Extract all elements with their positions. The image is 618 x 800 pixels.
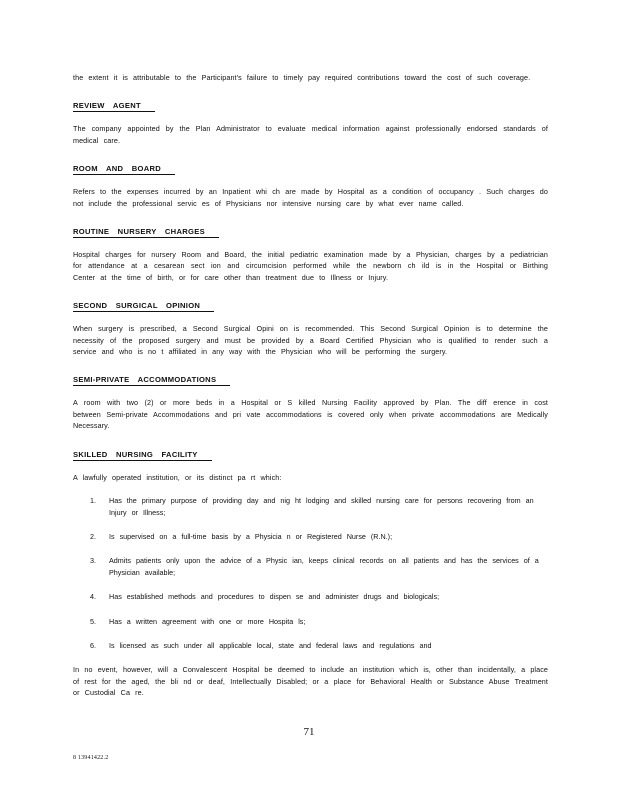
section-routine-nursery xyxy=(73,221,548,283)
section-body: Refers to the expenses incurred by an Inpatient whi ch are made by Hospital as a condition of occupancy . Such charges do not include the professional servic es of Physicians nor intensive nursing care by what ever name called. xyxy=(73,187,548,208)
document-id: 8 13941422.2 xyxy=(73,755,109,761)
closing-paragraph: In no event, however, will a Convalescent Hospital be deemed to include an institution which is, other than incidentally, a place of rest for the aged, the bli nd or deaf, Intellectually Disabled; or a place for Behavioral Health or Substance Abuse Treatment or Custodial Ca re. xyxy=(73,665,548,698)
list-item xyxy=(73,591,548,602)
section-body: The company appointed by the Plan Administrator to evaluate medical information against professionally endorsed standards of medical care. xyxy=(73,124,548,145)
section-body: A room with two (2) or more beds in a Hospital or S killed Nursing Facility approved by Plan. The diff erence in cost between Semi-private Accommodations and pri vate accommodations is covered only when private accommodations are Medically Necessary. xyxy=(73,398,548,431)
section-intro: A lawfully operated institution, or its distinct pa rt which: xyxy=(73,472,282,482)
list-number: 4. xyxy=(90,592,96,602)
list-text: Has the primary purpose of providing day and nig ht lodging and skilled nursing care for persons recovering from an Injury or Illness; xyxy=(109,496,534,517)
list-item xyxy=(73,640,548,651)
list-text: Is supervised on a full-time basis by a Physicia n or Registered Nurse (R.N.); xyxy=(109,531,393,541)
list-number: 5. xyxy=(90,616,96,626)
section-heading: REVIEW AGENT xyxy=(73,101,155,112)
list-number: 6. xyxy=(90,640,96,650)
list-text: Has a written agreement with one or more Hospita ls; xyxy=(109,616,306,626)
list-number: 2. xyxy=(90,531,96,541)
section-heading: SKILLED NURSING FACILITY xyxy=(73,450,212,461)
intro-paragraph: the extent it is attributable to the Participant's failure to timely pay required contributions toward the cost of such coverage. xyxy=(73,73,531,82)
list-number: 1. xyxy=(90,496,96,506)
list-item xyxy=(73,495,548,518)
document-page xyxy=(73,72,548,711)
list-text: Is licensed as such under all applicable local, state and federal laws and regulations and xyxy=(109,640,432,650)
list-item xyxy=(73,555,548,578)
list-item xyxy=(73,531,548,542)
section-review-agent xyxy=(73,95,548,146)
section-semi-private xyxy=(73,369,548,431)
criteria-list xyxy=(73,495,548,651)
page-number: 71 xyxy=(303,726,315,738)
list-text: Has established methods and procedures to dispen se and administer drugs and biologicals; xyxy=(109,592,440,602)
section-body: When surgery is prescribed, a Second Surgical Opini on is recommended. This Second Surgical Opinion is to determine the necessity of the proposed surgery and must be provided by a Board Certified Physician who is qualified to render such a service and who is no t affiliated in any way with the Physician who will be performing the surgery. xyxy=(73,324,548,357)
list-number: 3. xyxy=(90,556,96,566)
list-item xyxy=(73,616,548,627)
section-skilled-nursing xyxy=(73,444,548,699)
section-room-board xyxy=(73,158,548,209)
section-second-opinion xyxy=(73,295,548,357)
section-heading: ROUTINE NURSERY CHARGES xyxy=(73,227,219,238)
section-body: Hospital charges for nursery Room and Board, the initial pediatric examination made by a Physician, charges by a pediatrician for attendance at a cesarean sect ion and circumcision performed while the newborn ch ild is in the Hospital or Birthing Center at the time of birth, or for care other than treatment due to Illness or Injury. xyxy=(73,250,548,282)
section-heading: SEMI-PRIVATE ACCOMMODATIONS xyxy=(73,375,230,386)
section-heading: ROOM AND BOARD xyxy=(73,164,175,175)
section-heading: SECOND SURGICAL OPINION xyxy=(73,301,214,312)
list-text: Admits patients only upon the advice of a Physic ian, keeps clinical records on all patients and has the services of a Physician available; xyxy=(109,556,539,577)
